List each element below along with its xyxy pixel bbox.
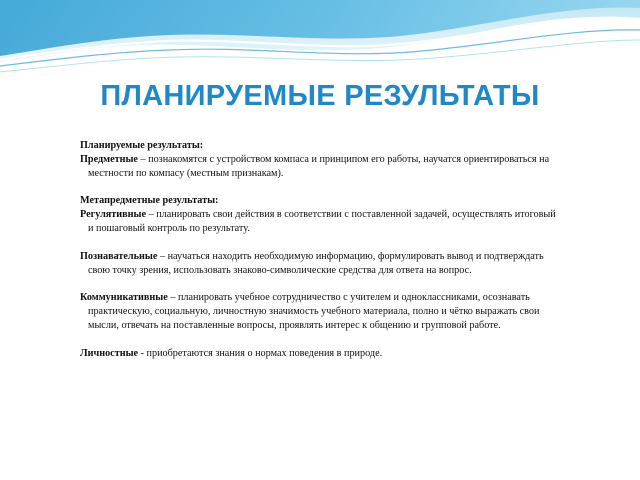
heading-meta-results: Метапредметные результаты:: [80, 195, 219, 207]
personal-results: [80, 347, 560, 361]
communicative-text: – планировать учебное сотрудничество с учителем и одноклассниками, осознавать практическую, социальную, личностную значимость учебного материала, полно и чётко выражать свои мысли, отвечать на поставленные вопросы, проявлять интерес к общению и групповой работе.: [88, 292, 540, 331]
subject-label: Предметные: [80, 153, 138, 165]
header-wave-decoration: [0, 0, 640, 80]
cognitive-text: – научаться находить необходимую информацию, формулировать вывод и подтверждать свою точку зрения, использовать знаково-символические средства для ответа на вопрос.: [88, 250, 544, 276]
cognitive-label: Познавательные: [80, 250, 158, 262]
regulatory-results: [80, 208, 560, 236]
slide-title: ПЛАНИРУЕМЫЕ РЕЗУЛЬТАТЫ: [100, 80, 540, 112]
communicative-label: Коммуникативные: [80, 292, 168, 304]
regulatory-label: Регулятивные: [80, 209, 147, 221]
regulatory-text: – планировать свои действия в соответствии с поставленной задачей, осуществлять итоговый и пошаговый контроль по результату.: [88, 209, 556, 234]
slide-content: [80, 139, 560, 361]
personal-label: Личностные: [80, 347, 139, 359]
personal-text: - приобретаются знания о нормах поведения в природе.: [138, 347, 383, 359]
subject-text: – познакомятся с устройством компаса и принципом его работы, научатся ориентироваться на местности по компасу (местным признакам).: [88, 153, 550, 179]
cognitive-results: [80, 250, 560, 278]
heading-planned-results: Планируемые результаты:: [80, 140, 204, 151]
subject-results: [80, 153, 560, 181]
communicative-results: [80, 291, 560, 332]
